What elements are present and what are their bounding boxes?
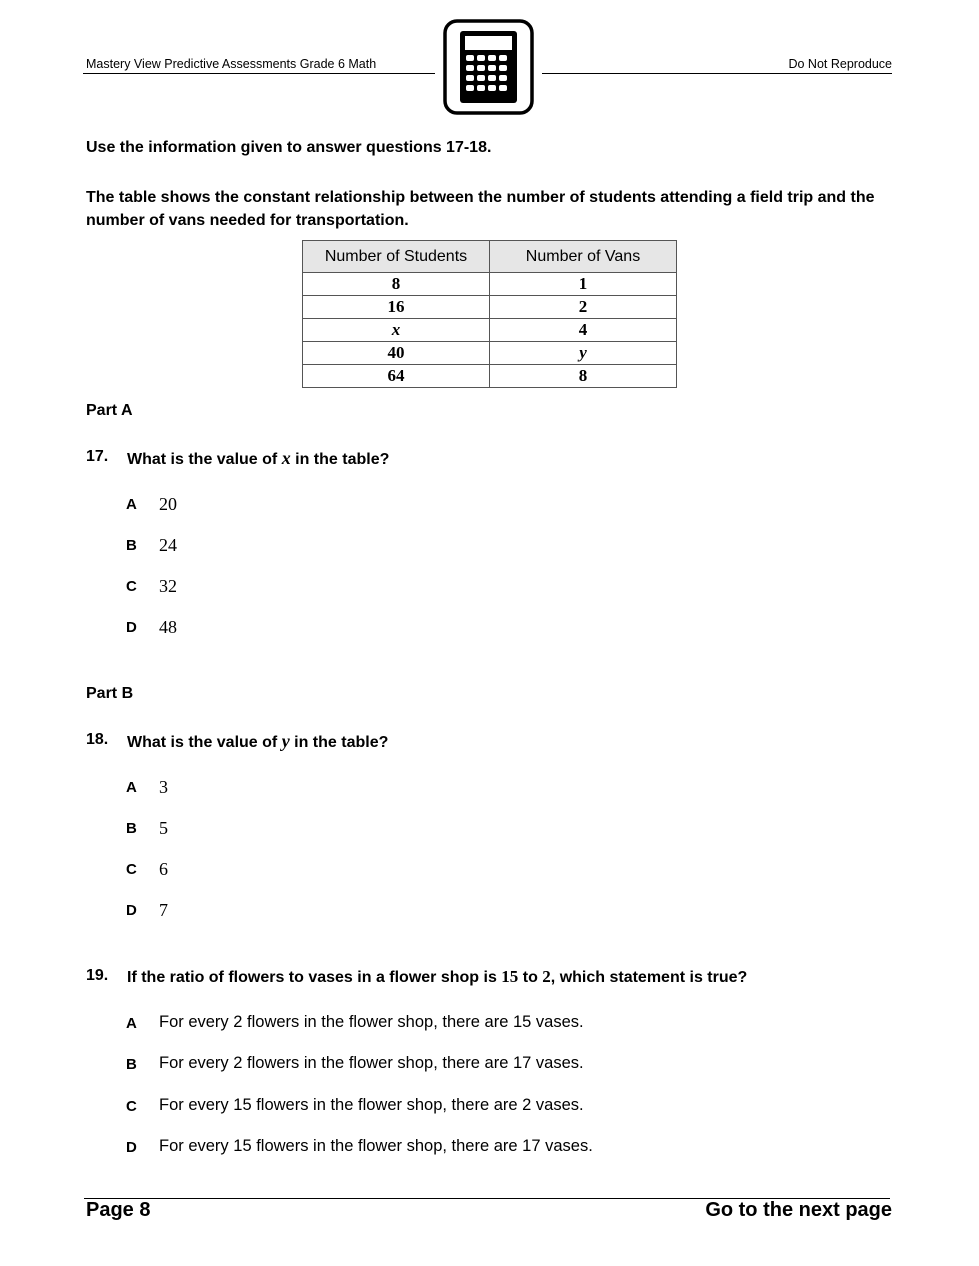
option-letter-c: C	[126, 578, 137, 595]
ratio-number: 15	[501, 967, 519, 986]
option-19-c[interactable]: For every 15 flowers in the flower shop, there are 2 vases.	[159, 1096, 584, 1114]
table-cell: 8	[490, 365, 677, 388]
option-19-b[interactable]: For every 2 flowers in the flower shop, there are 17 vases.	[159, 1054, 584, 1072]
part-a-label: Part A	[86, 402, 133, 419]
question-19-text	[127, 967, 747, 987]
option-19-d[interactable]: For every 15 flowers in the flower shop, there are 17 vases.	[159, 1137, 593, 1155]
option-letter-b: B	[126, 537, 137, 554]
table-row	[303, 342, 677, 365]
question-text-part: , which statement is true?	[550, 969, 748, 986]
option-19-a[interactable]: For every 2 flowers in the flower shop, there are 15 vases.	[159, 1013, 584, 1031]
question-17-text	[127, 448, 389, 469]
table-row	[303, 296, 677, 319]
header-notice: Do Not Reproduce	[788, 57, 892, 71]
option-letter-a: A	[126, 496, 137, 513]
question-18-text	[127, 731, 388, 752]
instructions: Use the information given to answer questions 17-18.	[86, 139, 492, 156]
table-row	[303, 319, 677, 342]
option-letter-b: B	[126, 820, 137, 837]
option-18-d[interactable]: 7	[159, 900, 168, 920]
table-cell: 8	[303, 273, 490, 296]
option-18-c[interactable]: 6	[159, 859, 168, 879]
table-cell: 4	[490, 319, 677, 342]
column-header-vans: Number of Vans	[490, 241, 677, 273]
option-letter-c: C	[126, 861, 137, 878]
option-letter-a: A	[126, 1015, 137, 1032]
option-letter-b: B	[126, 1056, 137, 1073]
option-17-d[interactable]: 48	[159, 617, 177, 637]
question-17-number: 17.	[86, 448, 109, 465]
table-cell: 64	[303, 365, 490, 388]
header-rule-left	[83, 73, 435, 74]
question-text-part: What is the value of	[127, 451, 282, 468]
option-letter-d: D	[126, 1139, 137, 1156]
option-18-b[interactable]: 5	[159, 818, 168, 838]
question-19-number: 19.	[86, 967, 109, 984]
ratio-table	[302, 240, 677, 388]
header-rule-right	[542, 73, 892, 74]
variable-y: y	[281, 731, 290, 751]
table-row	[303, 365, 677, 388]
table-header-row	[303, 241, 677, 273]
option-letter-c: C	[126, 1098, 137, 1115]
question-text-part: in the table?	[290, 451, 390, 468]
calculator-icon	[443, 19, 534, 115]
next-page-label: Go to the next page	[705, 1199, 892, 1221]
table-cell: 2	[490, 296, 677, 319]
table-cell: x	[303, 319, 490, 342]
table-cell: 1	[490, 273, 677, 296]
option-17-a[interactable]: 20	[159, 494, 177, 514]
question-text-part: If the ratio of flowers to vases in a flower shop is	[127, 969, 502, 986]
option-letter-d: D	[126, 902, 137, 919]
option-letter-d: D	[126, 619, 137, 636]
ratio-number: 2	[542, 967, 551, 986]
column-header-students: Number of Students	[303, 241, 490, 273]
table-cell: y	[490, 342, 677, 365]
table-cell: 16	[303, 296, 490, 319]
question-text-part: What is the value of	[127, 734, 282, 751]
question-text-part: to	[518, 969, 543, 986]
variable-x: x	[281, 448, 291, 468]
option-17-b[interactable]: 24	[159, 535, 177, 555]
page-number: Page 8	[86, 1199, 151, 1221]
table-row	[303, 273, 677, 296]
question-18-number: 18.	[86, 731, 109, 748]
table-description: The table shows the constant relationship between the number of students attending a field trip and the number of vans needed for transportation.	[86, 189, 875, 229]
table-cell: 40	[303, 342, 490, 365]
part-b-label: Part B	[86, 685, 134, 702]
header-title: Mastery View Predictive Assessments Grade 6 Math	[86, 57, 377, 71]
option-17-c[interactable]: 32	[159, 576, 177, 596]
option-18-a[interactable]: 3	[159, 777, 168, 797]
option-letter-a: A	[126, 779, 137, 796]
question-text-part: in the table?	[289, 734, 389, 751]
